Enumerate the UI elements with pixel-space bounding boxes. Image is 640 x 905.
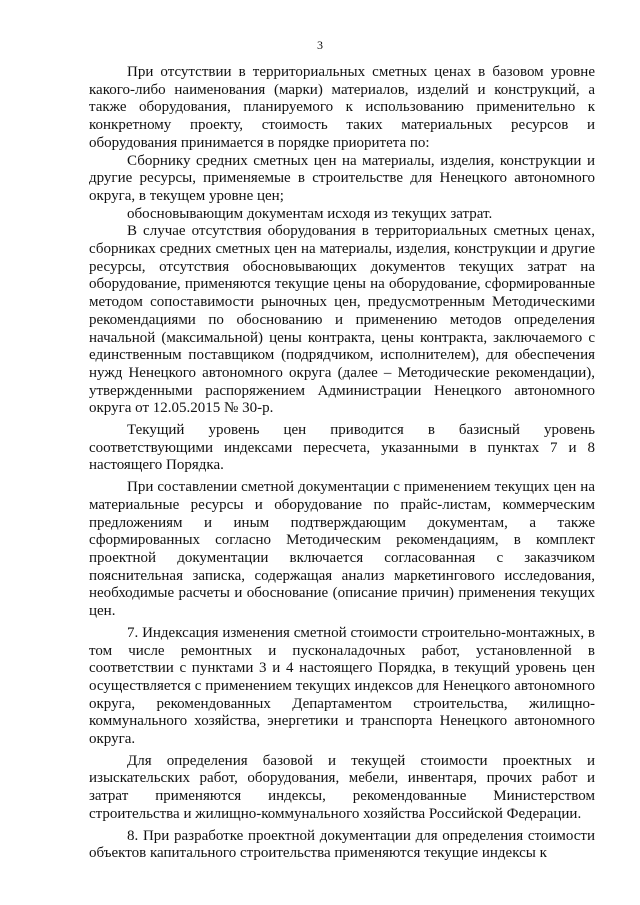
- paragraph-equipment-prices: В случае отсутствия оборудования в территориальных сметных ценах, сборниках средних сметных цен на материалы, изделия, конструкции и другие ресурсы, отсутствия обосновывающих документов текущих затрат на оборудование, применяются текущие цены на оборудование, сформированные методом сопоставимости рыночных цен, предусмотренным Методическими рекомендациями по обоснованию и применению методов определения начальной (максимальной) цены контракта, цены контракта, заключаемого с единственным поставщиком (подрядчиком, исполнителем), для обеспечения нужд Ненецкого автономного округа (далее – Методические рекомендации), утвержденными распоряжением Администрации Ненецкого автономного округа от 12.05.2015 № 30-р.: [89, 223, 595, 417]
- page-number: 3: [317, 38, 323, 52]
- paragraph-item-7-indexation: 7. Индексация изменения сметной стоимости строительно-монтажных, в том числе ремонтных и пусконаладочных работ, установленной в соответствии с пунктами 3 и 4 настоящего Порядка, в текущий уровень цен осуществляется с применением текущих индексов для Ненецкого автономного округа, рекомендованных Департаментом строительства, жилищно-коммунального хозяйства, энергетики и транспорта Ненецкого автономного округа.: [89, 624, 595, 748]
- paragraph-item-8-design-documentation: 8. При разработке проектной документации для определения стоимости объектов капитального строительства применяются текущие индексы к: [89, 827, 595, 862]
- paragraph-price-collection: Сборнику средних сметных цен на материалы, изделия, конструкции и другие ресурсы, применяемые в строительстве для Ненецкого автономного округа, в текущем уровне цен;: [89, 152, 595, 204]
- paragraph-priority-order: При отсутствии в территориальных сметных ценах в базовом уровне какого-либо наименования (марки) материалов, изделий и конструкций, а также оборудования, планируемого к использованию применительно к конкретному проекту, стоимость таких материальных ресурсов и оборудования принимается в порядке приоритета по:: [89, 64, 595, 151]
- paragraph-design-survey-indexes: Для определения базовой и текущей стоимости проектных и изыскательских работ, оборудования, мебели, инвентаря, прочих работ и затрат применяются индексы, рекомендованные Министерством строительства и жилищно-коммунального хозяйства Российской Федерации.: [89, 752, 595, 822]
- paragraph-price-lists: При составлении сметной документации с применением текущих цен на материальные ресурсы и оборудование по прайс-листам, коммерческим предложениям и иным подтверждающим документам, а также сформированных согласно Методическим рекомендациям, в комплект проектной документации включается согласованная с заказчиком пояснительная записка, содержащая анализ маркетингового исследования, необходимые расчеты и обоснование (описание причин) применения текущих цен.: [89, 479, 595, 620]
- paragraph-current-price-level: Текущий уровень цен приводится в базисный уровень соответствующими индексами пересчета, указанными в пунктах 7 и 8 настоящего Порядка.: [89, 422, 595, 474]
- paragraph-supporting-documents: обосновывающим документам исходя из текущих затрат.: [127, 205, 493, 222]
- document-body: [89, 64, 595, 863]
